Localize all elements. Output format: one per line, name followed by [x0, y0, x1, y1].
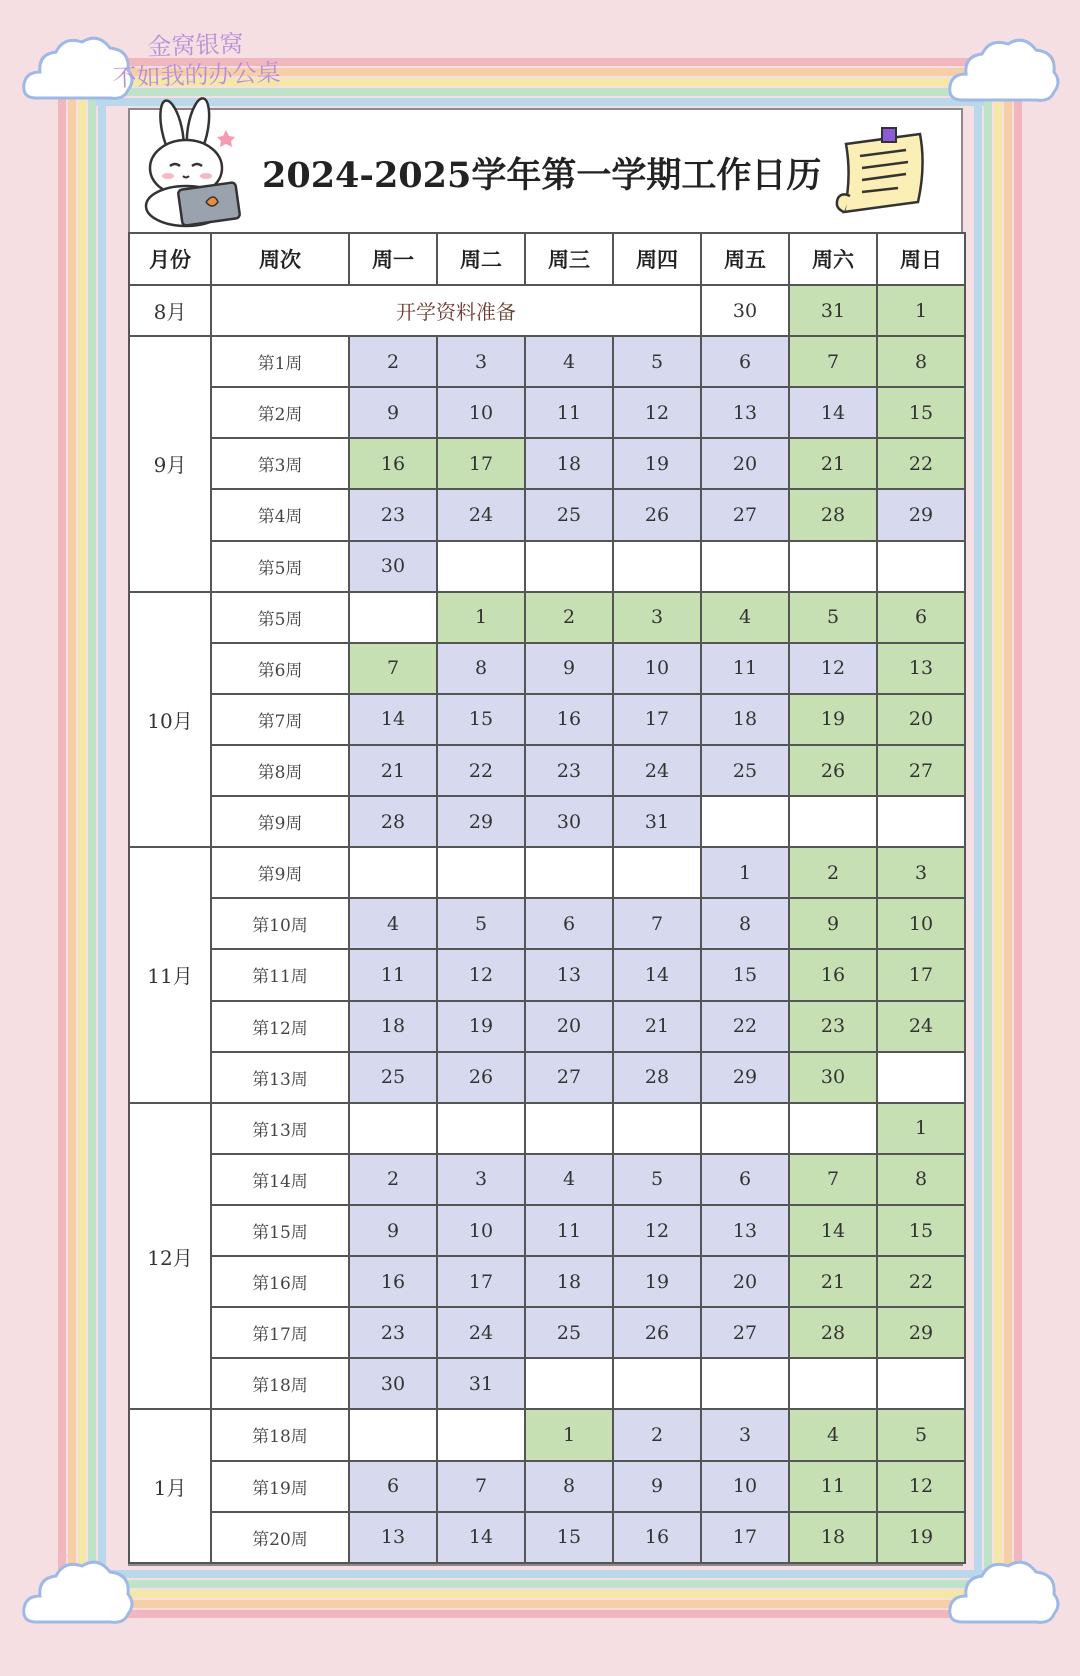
day-cell-fri: 22	[701, 1001, 789, 1052]
day-cell-wed: 9	[525, 643, 613, 694]
table-row	[129, 1307, 965, 1358]
day-cell-fri	[701, 1103, 789, 1154]
page-title: 2024-2025学年第一学期工作日历	[262, 155, 822, 196]
day-cell-thu: 10	[613, 643, 701, 694]
header-mon: 周一	[349, 233, 437, 285]
week-label: 第16周	[211, 1256, 349, 1307]
day-cell-wed: 27	[525, 1052, 613, 1103]
day-cell-sat: 31	[789, 285, 877, 336]
table-row	[129, 1001, 965, 1052]
month-label: 12月	[129, 1103, 211, 1410]
table-row	[129, 1512, 965, 1563]
day-cell-sun: 1	[877, 1103, 965, 1154]
day-cell-wed: 4	[525, 1154, 613, 1205]
day-cell-sat: 5	[789, 592, 877, 643]
day-cell-wed: 13	[525, 949, 613, 1000]
day-cell-wed	[525, 847, 613, 898]
table-row	[129, 541, 965, 592]
day-cell-mon: 2	[349, 336, 437, 387]
table-row	[129, 1205, 965, 1256]
table-row	[129, 643, 965, 694]
week-label: 第6周	[211, 643, 349, 694]
week-label: 第12周	[211, 1001, 349, 1052]
day-cell-fri: 15	[701, 949, 789, 1000]
day-cell-thu: 16	[613, 1512, 701, 1563]
day-cell-wed: 11	[525, 387, 613, 438]
day-cell-sun: 20	[877, 694, 965, 745]
day-cell-tue: 24	[437, 489, 525, 540]
table-row	[129, 489, 965, 540]
table-row	[129, 1461, 965, 1512]
day-cell-sun: 13	[877, 643, 965, 694]
week-label: 第13周	[211, 1052, 349, 1103]
header-wed: 周三	[525, 233, 613, 285]
day-cell-tue: 29	[437, 796, 525, 847]
day-cell-thu: 5	[613, 1154, 701, 1205]
month-label: 9月	[129, 336, 211, 592]
month-label: 1月	[129, 1409, 211, 1563]
day-cell-wed: 18	[525, 1256, 613, 1307]
day-cell-mon: 23	[349, 1307, 437, 1358]
month-label: 11月	[129, 847, 211, 1103]
day-cell-wed: 16	[525, 694, 613, 745]
day-cell-sun: 27	[877, 745, 965, 796]
day-cell-wed: 8	[525, 1461, 613, 1512]
day-cell-sun: 8	[877, 336, 965, 387]
day-cell-sat: 12	[789, 643, 877, 694]
day-cell-sat: 9	[789, 898, 877, 949]
day-cell-fri: 6	[701, 1154, 789, 1205]
day-cell-tue: 5	[437, 898, 525, 949]
day-cell-sat: 30	[789, 1052, 877, 1103]
day-cell-thu: 31	[613, 796, 701, 847]
day-cell-mon	[349, 1103, 437, 1154]
day-cell-sun: 17	[877, 949, 965, 1000]
day-cell-mon	[349, 592, 437, 643]
week-label: 第11周	[211, 949, 349, 1000]
week-label: 第3周	[211, 438, 349, 489]
day-cell-sat	[789, 796, 877, 847]
day-cell-thu: 9	[613, 1461, 701, 1512]
bunny-laptop-icon	[130, 90, 260, 230]
day-cell-sat: 4	[789, 1409, 877, 1460]
day-cell-tue: 17	[437, 1256, 525, 1307]
day-cell-sun: 24	[877, 1001, 965, 1052]
day-cell-tue	[437, 541, 525, 592]
day-cell-fri: 18	[701, 694, 789, 745]
day-cell-tue: 7	[437, 1461, 525, 1512]
day-cell-thu: 14	[613, 949, 701, 1000]
day-cell-thu	[613, 847, 701, 898]
day-cell-sun: 12	[877, 1461, 965, 1512]
header-month: 月份	[129, 233, 211, 285]
day-cell-wed: 15	[525, 1512, 613, 1563]
day-cell-wed	[525, 1103, 613, 1154]
week-label: 第5周	[211, 541, 349, 592]
week-label: 第18周	[211, 1358, 349, 1409]
day-cell-wed: 30	[525, 796, 613, 847]
day-cell-sat: 7	[789, 336, 877, 387]
day-cell-sun: 6	[877, 592, 965, 643]
table-row	[129, 694, 965, 745]
day-cell-wed: 11	[525, 1205, 613, 1256]
day-cell-mon: 14	[349, 694, 437, 745]
day-cell-thu: 17	[613, 694, 701, 745]
day-cell-sun	[877, 541, 965, 592]
day-cell-thu	[613, 541, 701, 592]
day-cell-tue: 10	[437, 387, 525, 438]
day-cell-tue: 1	[437, 592, 525, 643]
day-cell-thu: 24	[613, 745, 701, 796]
day-cell-fri: 27	[701, 1307, 789, 1358]
day-cell-sun: 19	[877, 1512, 965, 1563]
day-cell-thu: 28	[613, 1052, 701, 1103]
day-cell-tue	[437, 847, 525, 898]
day-cell-sun	[877, 1052, 965, 1103]
day-cell-tue: 24	[437, 1307, 525, 1358]
day-cell-tue	[437, 1409, 525, 1460]
day-cell-sat: 7	[789, 1154, 877, 1205]
day-cell-sat: 21	[789, 438, 877, 489]
watermark-line-1: 金窝银窝	[147, 29, 244, 62]
day-cell-sun: 15	[877, 387, 965, 438]
day-cell-mon: 16	[349, 438, 437, 489]
day-cell-mon: 30	[349, 1358, 437, 1409]
day-cell-mon	[349, 847, 437, 898]
day-cell-fri: 29	[701, 1052, 789, 1103]
day-cell-fri: 8	[701, 898, 789, 949]
day-cell-tue: 31	[437, 1358, 525, 1409]
day-cell-fri: 1	[701, 847, 789, 898]
table-row	[129, 796, 965, 847]
watermark-line-2: 不如我的办公桌	[112, 58, 281, 93]
day-cell-wed: 2	[525, 592, 613, 643]
day-cell-wed: 25	[525, 1307, 613, 1358]
week-label: 第9周	[211, 847, 349, 898]
day-cell-wed: 18	[525, 438, 613, 489]
day-cell-tue	[437, 1103, 525, 1154]
day-cell-fri: 20	[701, 438, 789, 489]
header-week: 周次	[211, 233, 349, 285]
week-label: 第15周	[211, 1205, 349, 1256]
calendar-body	[129, 285, 965, 1563]
week-label: 第1周	[211, 336, 349, 387]
day-cell-mon	[349, 1409, 437, 1460]
prep-note: 开学资料准备	[211, 285, 701, 336]
table-row	[129, 1052, 965, 1103]
day-cell-thu: 7	[613, 898, 701, 949]
day-cell-mon: 30	[349, 541, 437, 592]
header-fri: 周五	[701, 233, 789, 285]
day-cell-thu: 5	[613, 336, 701, 387]
day-cell-fri: 4	[701, 592, 789, 643]
day-cell-mon: 7	[349, 643, 437, 694]
week-label: 第4周	[211, 489, 349, 540]
day-cell-tue: 17	[437, 438, 525, 489]
day-cell-mon: 13	[349, 1512, 437, 1563]
day-cell-sun	[877, 796, 965, 847]
day-cell-wed: 1	[525, 1409, 613, 1460]
day-cell-mon: 28	[349, 796, 437, 847]
week-label: 第10周	[211, 898, 349, 949]
day-cell-sun: 29	[877, 1307, 965, 1358]
day-cell-thu: 26	[613, 1307, 701, 1358]
week-label: 第2周	[211, 387, 349, 438]
table-row	[129, 336, 965, 387]
day-cell-fri: 20	[701, 1256, 789, 1307]
day-cell-fri: 13	[701, 387, 789, 438]
cloud-icon	[944, 30, 1064, 116]
table-row	[129, 387, 965, 438]
table-row	[129, 1409, 965, 1460]
day-cell-thu: 2	[613, 1409, 701, 1460]
day-cell-sat: 28	[789, 1307, 877, 1358]
day-cell-tue: 22	[437, 745, 525, 796]
day-cell-sat: 14	[789, 1205, 877, 1256]
day-cell-fri: 30	[701, 285, 789, 336]
day-cell-tue: 8	[437, 643, 525, 694]
week-label: 第17周	[211, 1307, 349, 1358]
day-cell-tue: 3	[437, 336, 525, 387]
day-cell-sun: 3	[877, 847, 965, 898]
day-cell-sun: 15	[877, 1205, 965, 1256]
table-row	[129, 438, 965, 489]
header-tue: 周二	[437, 233, 525, 285]
day-cell-fri	[701, 796, 789, 847]
day-cell-mon: 21	[349, 745, 437, 796]
day-cell-thu: 19	[613, 1256, 701, 1307]
month-label: 10月	[129, 592, 211, 848]
day-cell-tue: 12	[437, 949, 525, 1000]
day-cell-sun: 5	[877, 1409, 965, 1460]
day-cell-fri: 6	[701, 336, 789, 387]
day-cell-sat: 19	[789, 694, 877, 745]
day-cell-mon: 9	[349, 387, 437, 438]
day-cell-fri: 10	[701, 1461, 789, 1512]
day-cell-mon: 18	[349, 1001, 437, 1052]
day-cell-mon: 2	[349, 1154, 437, 1205]
week-label: 第13周	[211, 1103, 349, 1154]
day-cell-sat: 18	[789, 1512, 877, 1563]
header-thu: 周四	[613, 233, 701, 285]
day-cell-thu: 21	[613, 1001, 701, 1052]
day-cell-fri: 11	[701, 643, 789, 694]
week-label: 第14周	[211, 1154, 349, 1205]
day-cell-mon: 23	[349, 489, 437, 540]
day-cell-wed: 6	[525, 898, 613, 949]
day-cell-wed: 4	[525, 336, 613, 387]
table-row	[129, 1256, 965, 1307]
day-cell-sat: 16	[789, 949, 877, 1000]
header-sun: 周日	[877, 233, 965, 285]
day-cell-wed: 23	[525, 745, 613, 796]
calendar-table	[128, 232, 966, 1564]
day-cell-sat: 28	[789, 489, 877, 540]
day-cell-sat	[789, 541, 877, 592]
table-row	[129, 898, 965, 949]
week-label: 第8周	[211, 745, 349, 796]
day-cell-mon: 6	[349, 1461, 437, 1512]
day-cell-fri	[701, 1358, 789, 1409]
day-cell-tue: 3	[437, 1154, 525, 1205]
day-cell-thu: 12	[613, 387, 701, 438]
day-cell-sat: 11	[789, 1461, 877, 1512]
day-cell-sat: 26	[789, 745, 877, 796]
day-cell-thu	[613, 1103, 701, 1154]
day-cell-sun	[877, 1358, 965, 1409]
day-cell-fri: 25	[701, 745, 789, 796]
table-row	[129, 1358, 965, 1409]
table-row	[129, 1103, 965, 1154]
day-cell-thu	[613, 1358, 701, 1409]
day-cell-tue: 14	[437, 1512, 525, 1563]
day-cell-wed	[525, 541, 613, 592]
day-cell-tue: 26	[437, 1052, 525, 1103]
week-label: 第19周	[211, 1461, 349, 1512]
watermark	[111, 27, 303, 94]
day-cell-sun: 8	[877, 1154, 965, 1205]
table-row	[129, 745, 965, 796]
day-cell-tue: 10	[437, 1205, 525, 1256]
day-cell-fri	[701, 541, 789, 592]
day-cell-sat: 23	[789, 1001, 877, 1052]
day-cell-thu: 3	[613, 592, 701, 643]
day-cell-sat: 14	[789, 387, 877, 438]
cloud-icon	[18, 1552, 138, 1638]
day-cell-sun: 29	[877, 489, 965, 540]
day-cell-sun: 22	[877, 1256, 965, 1307]
week-label: 第5周	[211, 592, 349, 643]
day-cell-fri: 13	[701, 1205, 789, 1256]
day-cell-mon: 16	[349, 1256, 437, 1307]
month-label: 8月	[129, 285, 211, 336]
day-cell-sat	[789, 1103, 877, 1154]
day-cell-fri: 3	[701, 1409, 789, 1460]
header-sat: 周六	[789, 233, 877, 285]
table-row	[129, 949, 965, 1000]
day-cell-wed: 25	[525, 489, 613, 540]
day-cell-fri: 17	[701, 1512, 789, 1563]
table-row	[129, 847, 965, 898]
day-cell-wed	[525, 1358, 613, 1409]
day-cell-mon: 4	[349, 898, 437, 949]
table-row	[129, 592, 965, 643]
day-cell-sat	[789, 1358, 877, 1409]
day-cell-sun: 22	[877, 438, 965, 489]
day-cell-thu: 19	[613, 438, 701, 489]
day-cell-thu: 26	[613, 489, 701, 540]
day-cell-wed: 20	[525, 1001, 613, 1052]
day-cell-sat: 21	[789, 1256, 877, 1307]
week-label: 第9周	[211, 796, 349, 847]
day-cell-tue: 15	[437, 694, 525, 745]
day-cell-mon: 11	[349, 949, 437, 1000]
week-label: 第20周	[211, 1512, 349, 1563]
day-cell-sat: 2	[789, 847, 877, 898]
header-row	[129, 233, 965, 285]
day-cell-thu: 12	[613, 1205, 701, 1256]
day-cell-tue: 19	[437, 1001, 525, 1052]
day-cell-fri: 27	[701, 489, 789, 540]
table-row	[129, 1154, 965, 1205]
day-cell-mon: 9	[349, 1205, 437, 1256]
paper-scroll-icon	[826, 126, 934, 218]
day-cell-sun: 1	[877, 285, 965, 336]
day-cell-sun: 10	[877, 898, 965, 949]
week-label: 第18周	[211, 1409, 349, 1460]
table-row	[129, 285, 965, 336]
day-cell-mon: 25	[349, 1052, 437, 1103]
week-label: 第7周	[211, 694, 349, 745]
